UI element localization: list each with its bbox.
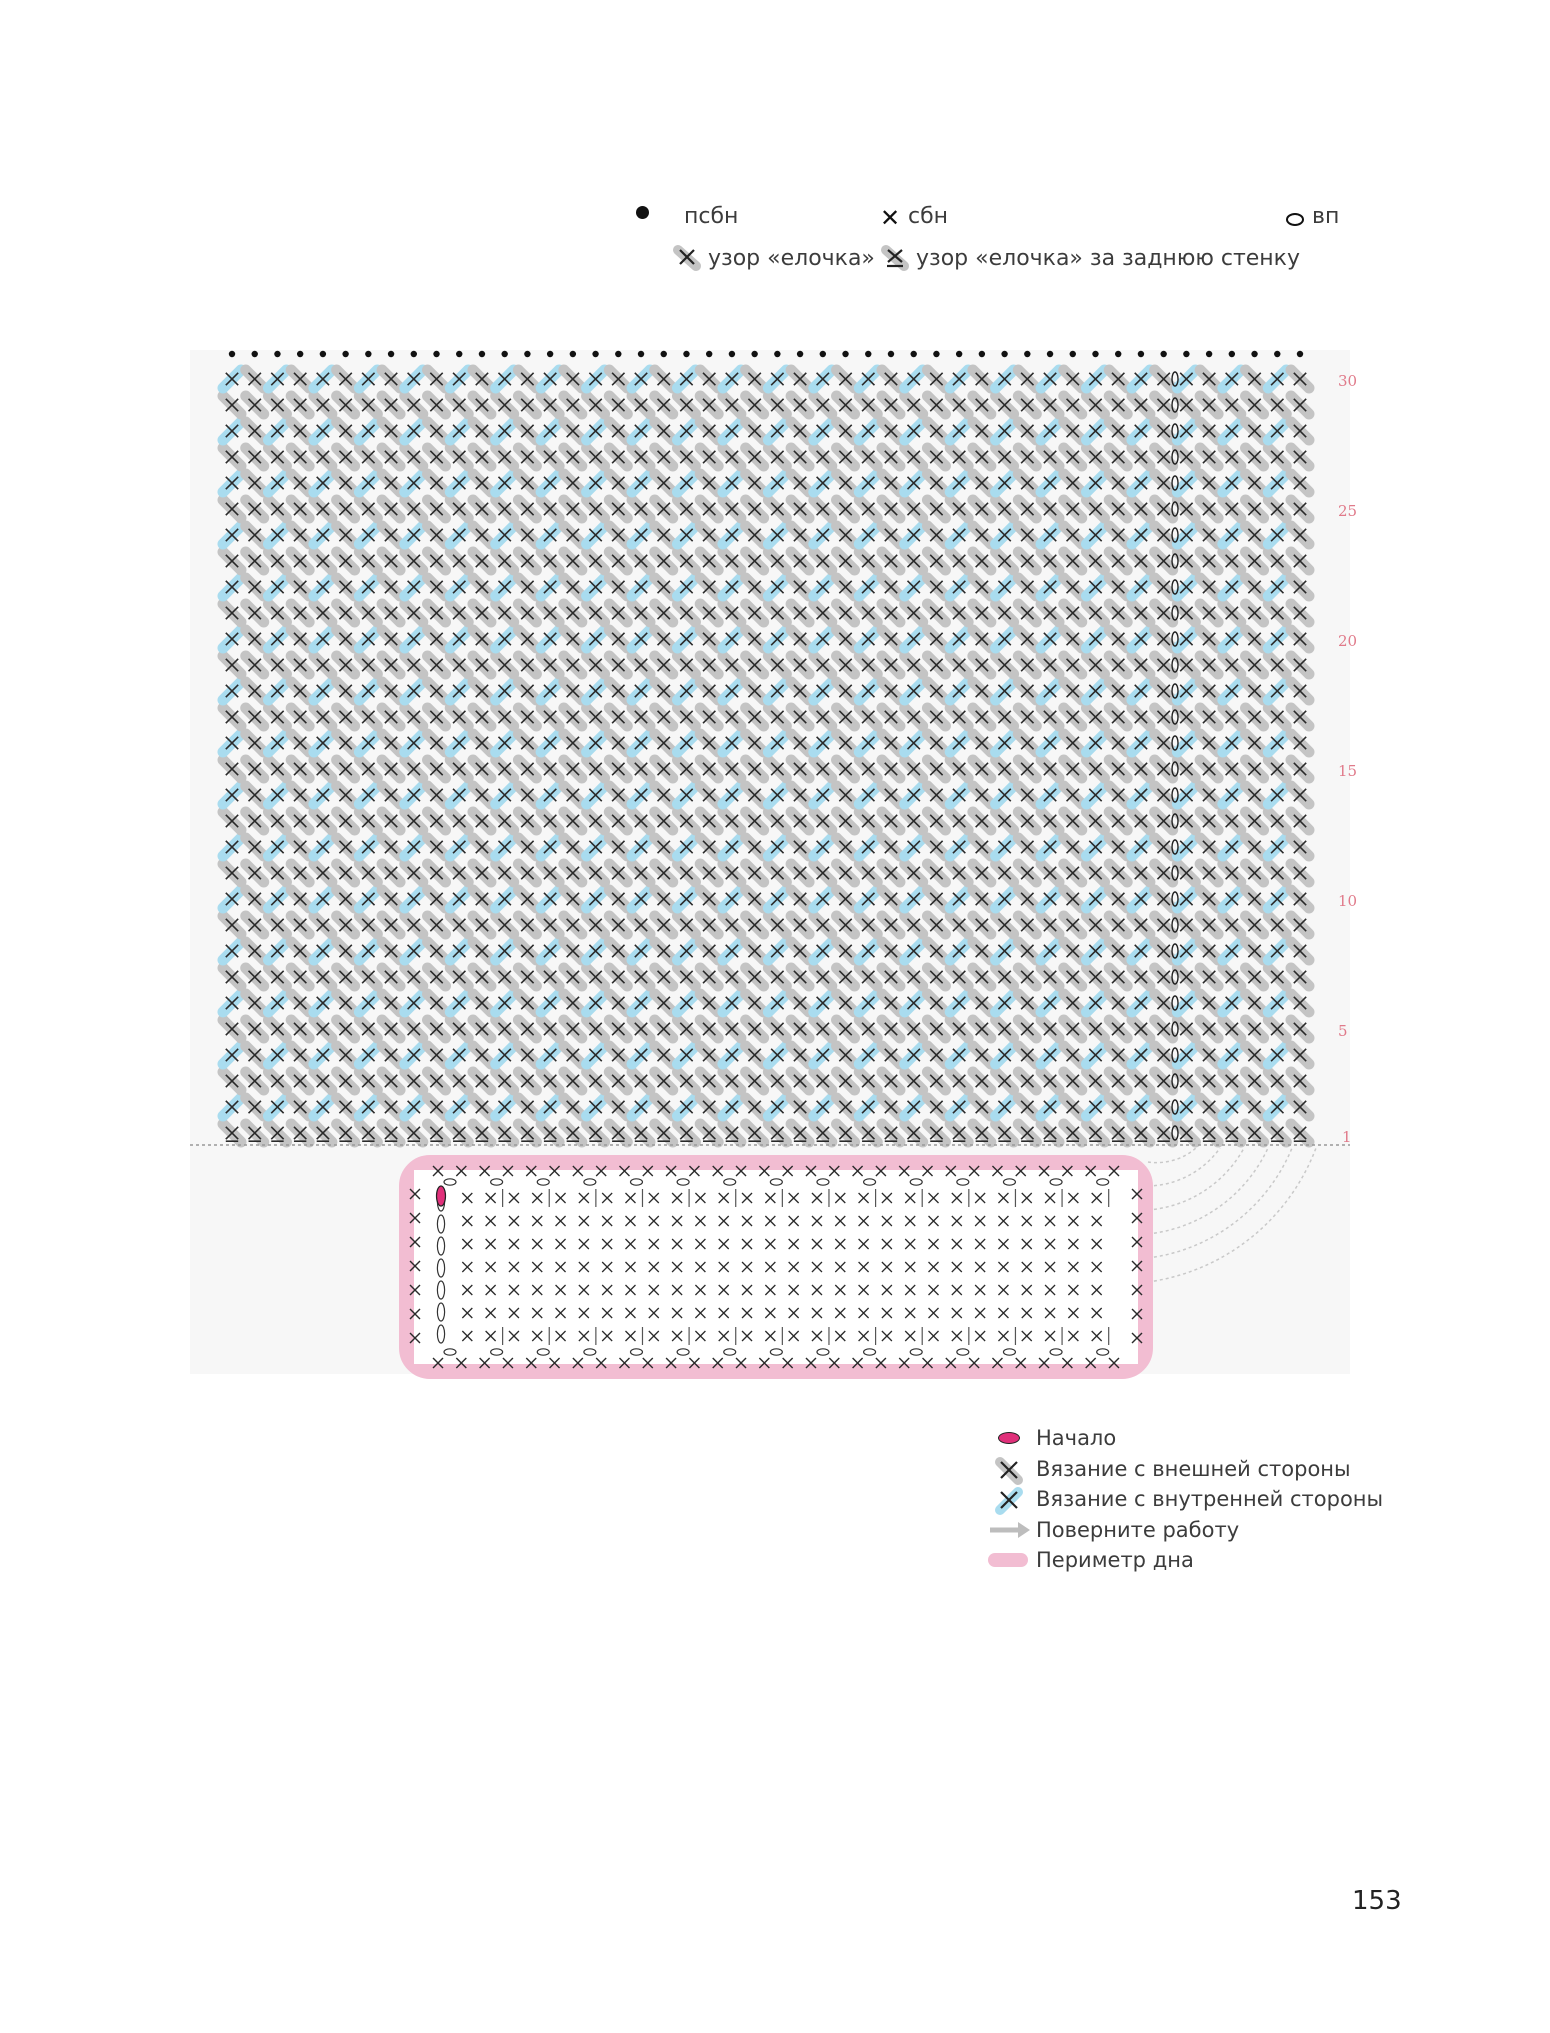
psbn-dot — [638, 351, 644, 357]
page-number: 153 — [1352, 1886, 1402, 1916]
psbn-dot — [1138, 351, 1144, 357]
psbn-dot — [751, 351, 757, 357]
base-chart — [408, 1164, 1144, 1370]
row-number-1: 1 — [1342, 1128, 1352, 1146]
psbn-dot — [411, 351, 417, 357]
row-number-10: 10 — [1338, 892, 1358, 910]
psbn-label: псбн — [684, 204, 739, 229]
psbn-dot — [888, 351, 894, 357]
psbn-dot — [388, 351, 394, 357]
psbn-dot — [683, 351, 689, 357]
psbn-dot — [1297, 351, 1303, 357]
psbn-dot — [1115, 351, 1121, 357]
psbn-dot — [342, 351, 348, 357]
psbn-dot — [1160, 351, 1166, 357]
vp-label: вп — [1312, 204, 1340, 229]
sbn-label: сбн — [908, 204, 949, 229]
psbn-dot — [1001, 351, 1007, 357]
psbn-dot — [1251, 351, 1257, 357]
row-number-15: 15 — [1338, 762, 1358, 780]
start-label: Начало — [1036, 1426, 1117, 1450]
psbn-dot — [547, 351, 553, 357]
psbn-dot — [729, 351, 735, 357]
row-number-30: 30 — [1338, 372, 1358, 390]
psbn-dot — [615, 351, 621, 357]
psbn-dot — [1206, 351, 1212, 357]
psbn-dot — [297, 351, 303, 357]
psbn-dot — [1183, 351, 1189, 357]
psbn-dot — [479, 351, 485, 357]
inside-knitting-label: Вязание с внутренней стороны — [1036, 1487, 1384, 1511]
psbn-dot — [570, 351, 576, 357]
turn-work-label: Поверните работу — [1036, 1518, 1240, 1542]
psbn-dot — [797, 351, 803, 357]
psbn-dot — [774, 351, 780, 357]
row-number-25: 25 — [1338, 502, 1358, 520]
psbn-dot — [365, 351, 371, 357]
psbn-dot — [1047, 351, 1053, 357]
psbn-dot — [842, 351, 848, 357]
perimeter-label: Периметр дна — [1036, 1548, 1194, 1572]
row-number-20: 20 — [1338, 632, 1358, 650]
psbn-dot — [911, 351, 917, 357]
start-marker-icon — [998, 1432, 1020, 1444]
psbn-dot — [956, 351, 962, 357]
psbn-dot — [229, 351, 235, 357]
psbn-dot — [320, 351, 326, 357]
psbn-dot — [820, 351, 826, 357]
outside-knitting-icon — [994, 1456, 1024, 1486]
psbn-dot — [524, 351, 530, 357]
psbn-dot — [1274, 351, 1280, 357]
psbn-dot — [661, 351, 667, 357]
psbn-dot — [1024, 351, 1030, 357]
psbn-dot — [706, 351, 712, 357]
psbn-dot — [865, 351, 871, 357]
psbn-dot — [501, 351, 507, 357]
perimeter-swatch-icon — [988, 1553, 1028, 1567]
turn-work-arrow-icon — [988, 1520, 1032, 1540]
psbn-dot — [456, 351, 462, 357]
base-inner — [414, 1170, 1138, 1364]
psbn-dot — [592, 351, 598, 357]
sbn-symbol-icon: ✕ — [880, 204, 901, 232]
inside-knitting-icon — [994, 1486, 1024, 1516]
psbn-dot — [1070, 351, 1076, 357]
psbn-dot — [433, 351, 439, 357]
psbn-dot — [252, 351, 258, 357]
start-marker — [437, 1186, 446, 1206]
herringbone-label: узор «елочка» — [708, 246, 875, 271]
herringbone-back-label: узор «елочка» за заднюю стенку — [916, 246, 1300, 271]
outside-knitting-label: Вязание с внешней стороны — [1036, 1457, 1351, 1481]
psbn-dot — [933, 351, 939, 357]
row-number-5: 5 — [1338, 1022, 1348, 1040]
psbn-dot — [274, 351, 280, 357]
psbn-dot — [1229, 351, 1235, 357]
psbn-dot — [1092, 351, 1098, 357]
psbn-dot — [979, 351, 985, 357]
